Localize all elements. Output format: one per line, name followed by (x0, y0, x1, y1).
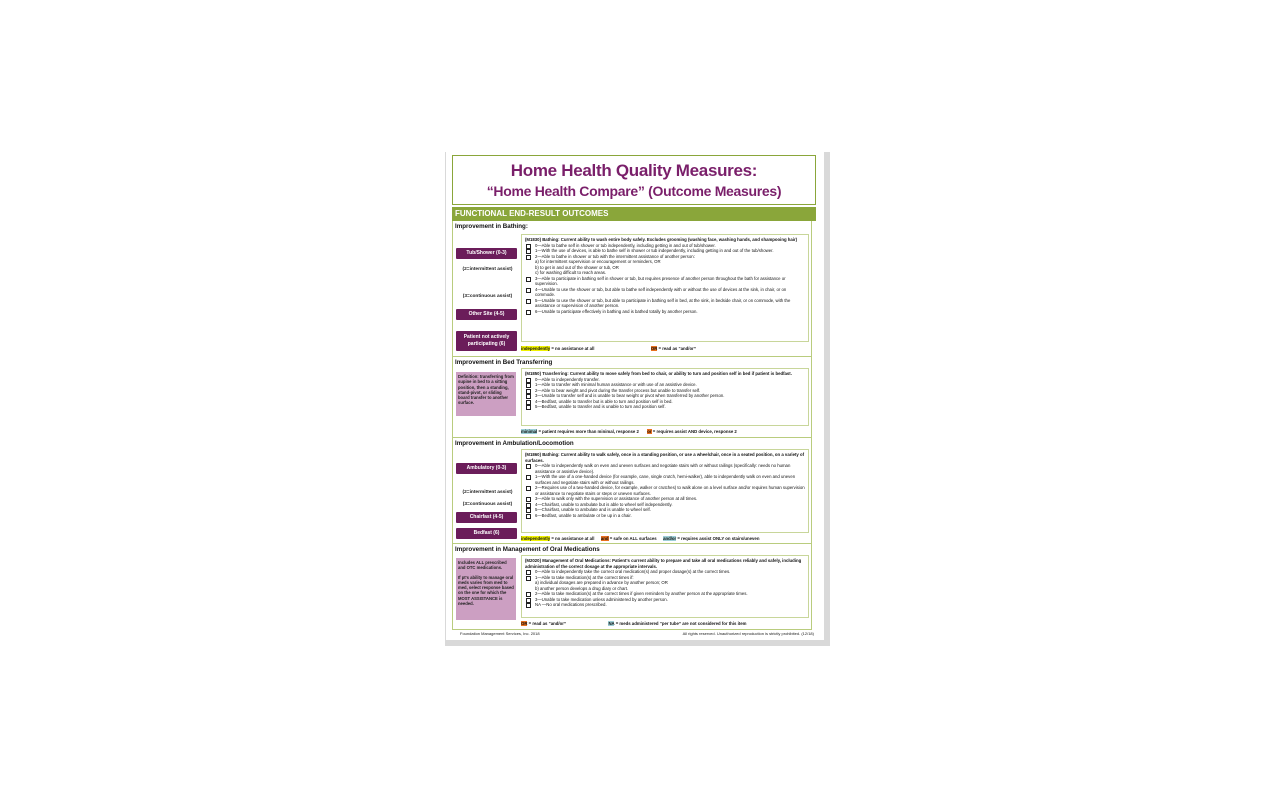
bathing-option: 1—With the use of devices, is able to bathe self in shower or tub independently, including getting in and out of the tub/shower. (525, 248, 805, 254)
intermittent-assist-label: (2=intermittent assist) (462, 267, 513, 272)
bathing-suboption: b) to get in and out of the shower or tub, OR (535, 264, 619, 270)
bed-transfer-question: (M1850) Transferring: Current ability to move safely from bed to chair, or ability to turn and position self in bed if patient is bedfast. (525, 371, 792, 376)
bed-transfer-option: 2—Able to bear weight and pivot during the transfer process but unable to transfer self. (525, 388, 805, 394)
oral-meds-question: (M2020) Management of Oral Medications: Patient's current ability to prepare and take all oral medications reliably and safely, including administration of the correct dosage at the appropriate intervals. (525, 558, 802, 569)
bathing-question-box (521, 234, 809, 342)
oral-meds-question-box (521, 555, 809, 618)
oral-meds-suboption: a) individual dosages are prepared in advance by another person; OR (535, 580, 668, 585)
legend-term: independently (521, 536, 551, 541)
bathing-suboption: a) for intermittent supervision or encouragement or reminders, OR (535, 259, 661, 264)
bathing-question: (M1830) Bathing: Current ability to wash entire body safely. Excludes grooming (washing face, washing hands, and shampooing hair) (525, 237, 798, 242)
ambulation-question: (M1860) Bathing: Current ability to walk safely, once in a standing position, or use a wheelchair, once in a seated position, on a variety of surfaces. (525, 452, 805, 463)
legend-text: = read as “and/or” (658, 346, 696, 351)
legend-text: = no assistance at all (551, 536, 595, 541)
ambulation-option: 0—Able to independently walk on even and uneven surfaces and negotiate stairs with or without railings (specifically: needs no human assistance or assistive device). (525, 463, 805, 474)
intermittent-assist-label: (2=intermittent assist) (462, 490, 513, 495)
bathing-suboption: c) for washing difficult to reach areas. (535, 270, 607, 275)
oral-meds-legend (521, 621, 746, 626)
bed-transfer-option: 1—Able to transfer with minimal human assistance or with use of an assistive device. (525, 382, 805, 388)
ambulation-option: 5—Chairfast, unable to ambulate and is unable to wheel self. (525, 507, 805, 513)
not-participating-label: Patient not actively participating (6) (456, 331, 517, 351)
bathing-heading: Improvement in Bathing: (455, 223, 528, 230)
legend-term: OR (650, 346, 658, 351)
bed-transfer-definition: Definition: transferring from supine in bed to a sitting position, then a standing, stand-pivot, or sliding board transfer to another surface. (456, 372, 516, 416)
legend-text: = requires assist ONLY on stairs/uneven (677, 536, 760, 541)
oral-meds-option: 0—Able to independently take the correct oral medication(s) and proper dosage(s) at the correct times. (525, 569, 805, 575)
bed-transfer-option: 3—Unable to transfer self and is unable to bear weight or pivot when transferred by another person. (525, 393, 805, 399)
legend-text: = requires assist AND device, response 2 (652, 429, 737, 434)
page-subtitle: “Home Health Compare” (Outcome Measures) (486, 183, 782, 199)
oral-meds-option: 1—Able to take medication(s) at the correct times if: (525, 575, 805, 581)
legend-term: or (647, 429, 652, 434)
legend-term: and (600, 536, 609, 541)
ambulation-legend (521, 536, 759, 541)
ambulation-option: 3—Able to walk only with the supervision or assistance of another person at all times. (525, 496, 805, 502)
ambulation-option: 4—Chairfast, unable to ambulate but is able to wheel self independently. (525, 502, 805, 508)
bed-transfer-legend (521, 429, 737, 434)
bathing-option: 4—Unable to use the shower or tub, but able to bathe self independently with or without the use of devices at the sink, in chair, or on commode. (525, 287, 805, 298)
oral-meds-option: NA —No oral medications prescribed. (525, 602, 805, 608)
other-site-label: Other Site (4-5) (456, 309, 517, 320)
oral-meds-note: If pt's ability to manage oral meds varies from med to med, select response based on the one for which the MOST ASSISTANCE is needed. (458, 574, 514, 607)
ambulation-option: 6—Bedfast, unable to ambulate or be up in a chair. (525, 513, 805, 519)
ambulation-option: 1—With the use of a one-handed device (for example, cane, single crutch, hemi-walker), able to independently walk on even and uneven surfaces and negotiate stairs with or without railings. (525, 474, 805, 485)
oral-meds-suboption: b) another person develops a drug diary or chart. (535, 585, 629, 591)
legend-text: = no assistance at all (551, 346, 595, 351)
bathing-legend (521, 346, 696, 351)
oral-meds-option: 3—Unable to take medication unless administered by another person. (525, 597, 805, 603)
bathing-option: 6—Unable to participate effectively in bathing and is bathed totally by another person. (525, 309, 805, 315)
bathing-option: 5—Unable to use the shower or tub, but able to participate in bathing self in bed, at the sink, in bedside chair, or on commode, with the assistance or supervision of another person. (525, 298, 805, 309)
oral-meds-heading: Improvement in Management of Oral Medications (455, 546, 600, 553)
section-banner: FUNCTIONAL END-RESULT OUTCOMES (452, 207, 816, 221)
bed-transfer-option: 5—Bedfast, unable to transfer and is unable to turn and position self. (525, 404, 805, 410)
page-title: Home Health Quality Measures: (510, 161, 758, 180)
oral-meds-option: 2—Able to take medication(s) at the correct times if given reminders by another person at the appropriate times. (525, 591, 805, 597)
bathing-option: 2—Able to bathe in shower or tub with the intermittent assistance of another person: (525, 254, 805, 260)
ambulation-section (452, 438, 812, 544)
bed-transfer-option: 4—Bedfast, unable to transfer but is able to turn and position self in bed. (525, 399, 805, 405)
legend-text: = read as “and/or” (528, 621, 567, 626)
continuous-assist-label: (3=continuous assist) (462, 502, 513, 507)
legend-term: NA (608, 621, 615, 626)
bed-transfer-option: 0—Able to independently transfer. (525, 377, 805, 383)
ambulation-heading: Improvement in Ambulation/Locomotion (455, 440, 574, 447)
legend-text: = meds administered “per tube” are not considered for this item (615, 621, 747, 626)
legend-term: and/or (663, 536, 677, 541)
oral-meds-notes (456, 558, 516, 620)
legend-term: independently (521, 346, 551, 351)
legend-term: minimal (521, 429, 538, 434)
legend-text: = patient requires more than minimal, response 2 (538, 429, 639, 434)
bathing-section (452, 221, 812, 357)
document-page (446, 150, 824, 640)
bed-transfer-question-box (521, 368, 809, 426)
bathing-option: 0—Able to bathe self in shower or tub independently, including getting in and out of tub/shower. (525, 243, 805, 249)
tub-shower-label: Tub/Shower (0-3) (456, 248, 517, 259)
bed-transfer-heading: Improvement in Bed Transferring (455, 359, 553, 366)
continuous-assist-label: (3=continuous assist) (462, 294, 513, 299)
ambulation-option: 2—Requires use of a two-handed device, for example, walker or crutches) to walk alone on a level surface and/or requires human supervision or assistance to negotiate stairs or steps or uneven surfaces. (525, 485, 805, 496)
footer-left: Foundation Management Services, Inc. 2018 (460, 631, 540, 636)
title-box (452, 155, 816, 205)
ambulatory-label: Ambulatory (0-3) (456, 463, 517, 474)
oral-meds-note: Includes ALL prescribed and OTC medications. (458, 560, 507, 571)
footer-right: All rights reserved. Unauthorized reproduction is strictly prohibited. (12/18) (682, 631, 814, 636)
oral-meds-section (452, 544, 812, 630)
legend-term: OR (521, 621, 528, 626)
bathing-option: 3—Able to participate in bathing self in shower or tub, but requires presence of another person throughout the bath for assistance or supervision. (525, 276, 805, 287)
ambulation-question-box (521, 449, 809, 533)
legend-text: = safe on ALL surfaces (609, 536, 657, 541)
bed-transfer-section (452, 357, 812, 438)
bedfast-label: Bedfast (6) (456, 528, 517, 539)
chairfast-label: Chairfast (4-5) (456, 512, 517, 523)
